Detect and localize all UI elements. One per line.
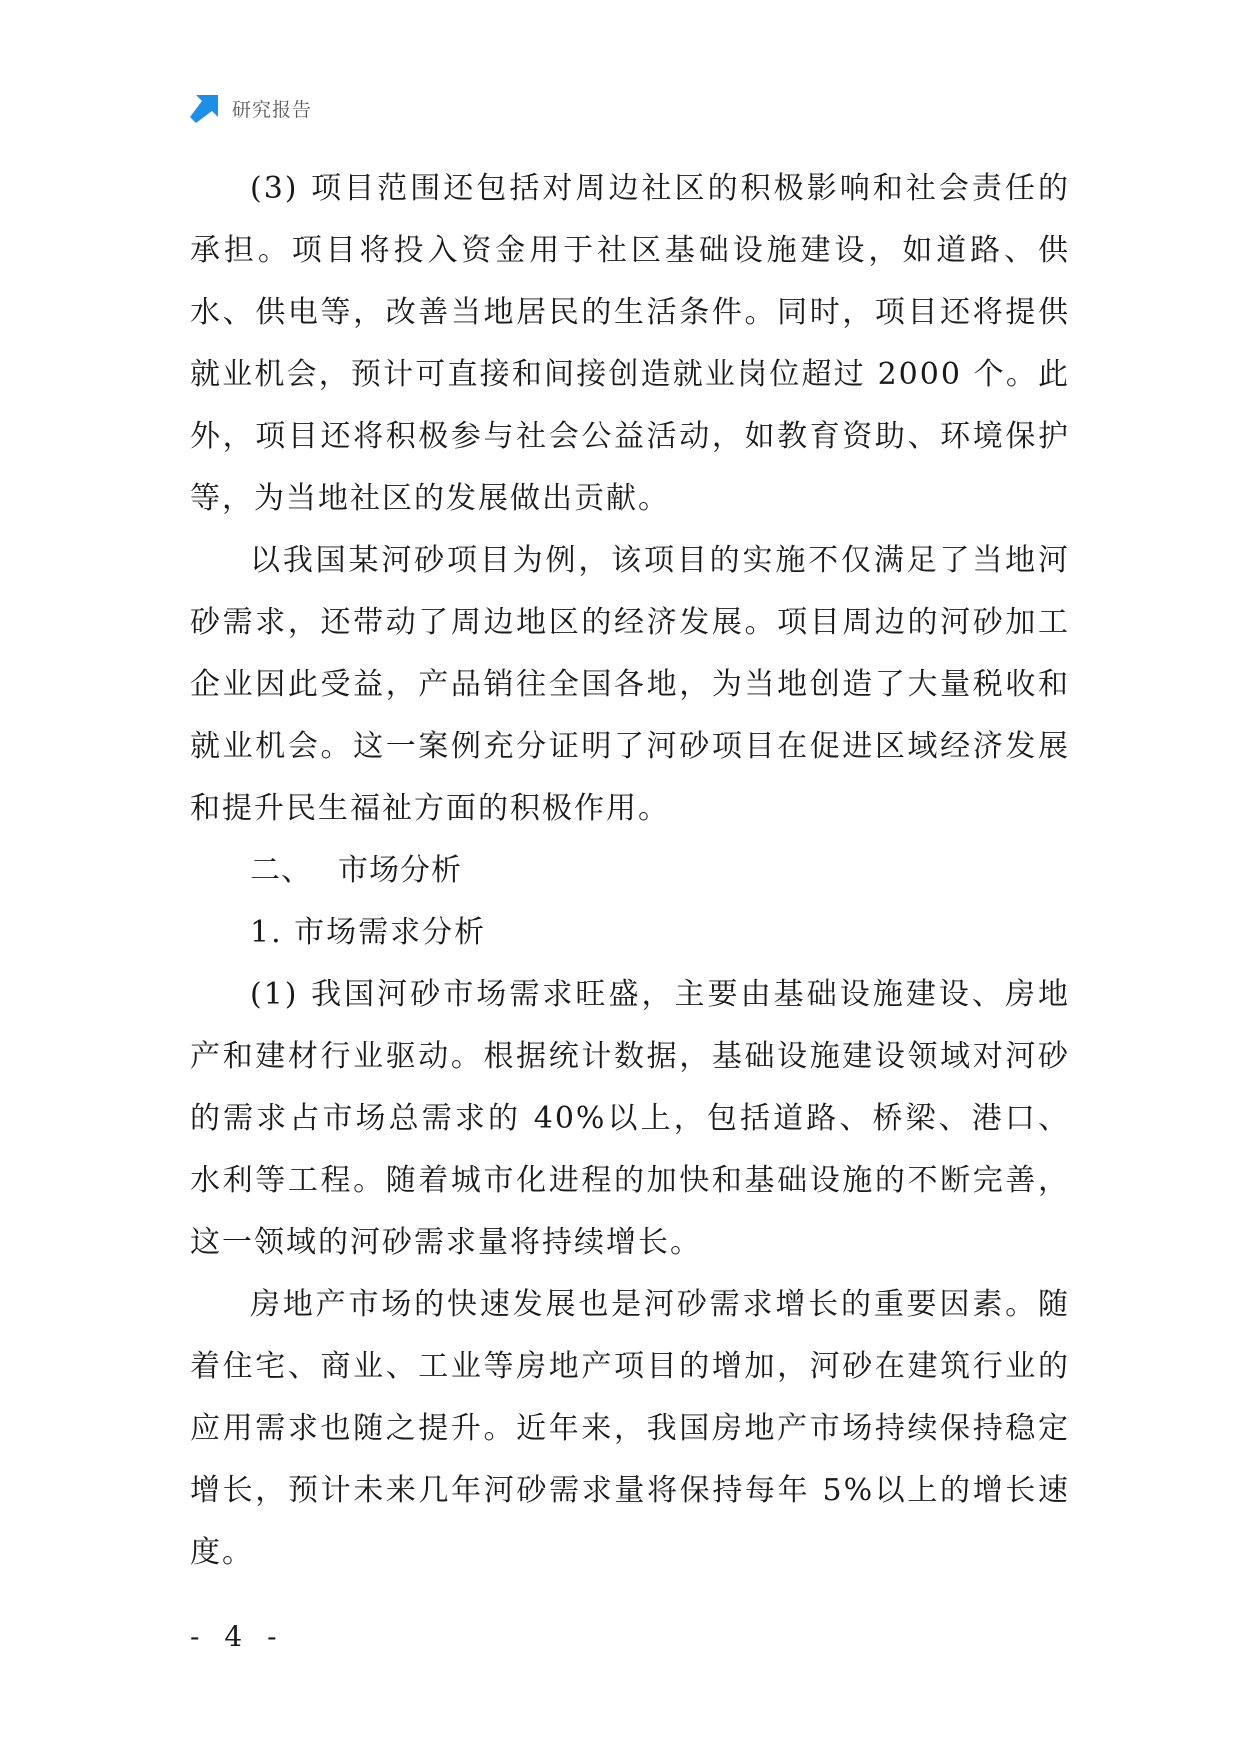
paragraph-case-study: 以我国某河砂项目为例，该项目的实施不仅满足了当地河砂需求，还带动了周边地区的经济发展。项目周边的河砂加工企业因此受益，产品销往全国各地，为当地创造了大量税收和就业机会。这一案例充分证明了河砂项目在促进区域经济发展和提升民生福祉方面的积极作用。 [190, 543, 1070, 826]
arrow-up-right-icon [190, 93, 220, 123]
paragraph-real-estate-demand: 房地产市场的快速发展也是河砂需求增长的重要因素。随着住宅、商业、工业等房地产项目的增加，河砂在建筑行业的应用需求也随之提升。近年来，我国房地产市场持续保持稳定增长，预计未来几年河砂需求量将保持每年 5%以上的增长速度。 [190, 1287, 1070, 1570]
subsection-heading: 1. 市场需求分析 [250, 915, 487, 950]
page-number: - 4 - [190, 1620, 285, 1653]
section-title: 市场分析 [338, 853, 462, 888]
section-number: 二、 [250, 853, 312, 888]
header-title: 研究报告 [232, 98, 313, 121]
paragraph-market-demand: (1) 我国河砂市场需求旺盛，主要由基础设施建设、房地产和建材行业驱动。根据统计数据，基础设施建设领域对河砂的需求占市场总需求的 40%以上，包括道路、桥梁、港口、水利等工程。随着城市化进程的加快和基础设施的不断完善，这一领域的河砂需求量将持续增长。 [190, 977, 1070, 1260]
page-header [190, 92, 312, 124]
document-body [190, 158, 1070, 1584]
paragraph-community-impact: (3) 项目范围还包括对周边社区的积极影响和社会责任的承担。项目将投入资金用于社区基础设施建设，如道路、供水、供电等，改善当地居民的生活条件。同时，项目还将提供就业机会，预计可直接和间接创造就业岗位超过 2000 个。此外，项目还将积极参与社会公益活动，如教育资助、环境保护等，为当地社区的发展做出贡献。 [190, 171, 1070, 516]
section-heading [190, 840, 1070, 902]
